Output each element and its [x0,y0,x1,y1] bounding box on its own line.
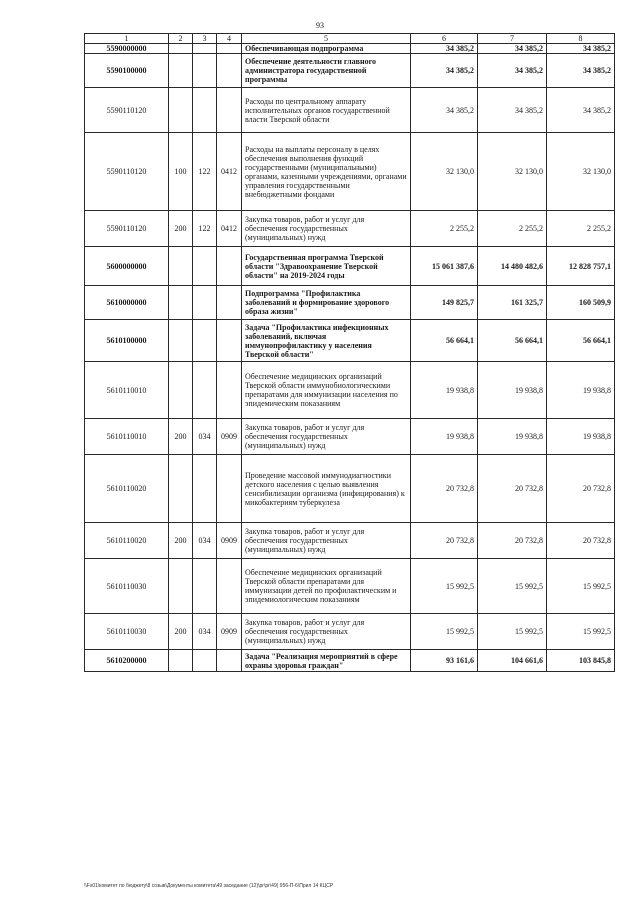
code-cell: 5590110120 [85,88,169,133]
ministry-cell: 034 [193,614,217,650]
value-cell-7: 2 255,2 [478,211,547,247]
section-cell: 200 [169,419,193,455]
value-cell-6: 34 385,2 [411,54,478,88]
section-cell [169,247,193,286]
code-cell: 5590110120 [85,211,169,247]
ministry-cell [193,88,217,133]
value-cell-6: 56 664,1 [411,320,478,362]
value-cell-6: 19 938,8 [411,419,478,455]
subsection-cell: 0909 [217,614,242,650]
value-cell-7: 15 992,5 [478,559,547,614]
code-cell: 5610000000 [85,286,169,320]
value-cell-8: 15 992,5 [547,559,615,614]
subsection-cell: 0412 [217,133,242,211]
table-row [85,54,615,88]
name-cell: Проведение массовой иммунодиагностики детского населения с целью выявления сенсибилизации организма (инфицирования) к микобактериям туберкулеза [242,455,411,523]
header-cell: 1 [85,34,169,44]
value-cell-6: 15 992,5 [411,614,478,650]
subsection-cell: 0909 [217,419,242,455]
ministry-cell [193,320,217,362]
value-cell-6: 15 061 387,6 [411,247,478,286]
value-cell-7: 161 325,7 [478,286,547,320]
subsection-cell: 0909 [217,523,242,559]
value-cell-7: 34 385,2 [478,44,547,54]
name-cell: Закупка товаров, работ и услуг для обеспечения государственных (муниципальных) нужд [242,523,411,559]
name-cell: Задача "Профилактика инфекционных заболеваний, включая иммунопрофилактику у населения Тверской области" [242,320,411,362]
table-body [85,34,615,672]
code-cell: 5610110010 [85,362,169,419]
name-cell: Закупка товаров, работ и услуг для обеспечения государственных (муниципальных) нужд [242,211,411,247]
header-cell: 6 [411,34,478,44]
value-cell-6: 2 255,2 [411,211,478,247]
ministry-cell [193,44,217,54]
value-cell-6: 20 732,8 [411,523,478,559]
section-cell [169,286,193,320]
table-row [85,286,615,320]
header-cell: 8 [547,34,615,44]
section-cell [169,320,193,362]
subsection-cell: 0412 [217,211,242,247]
section-cell [169,88,193,133]
value-cell-8: 34 385,2 [547,88,615,133]
table-row [85,523,615,559]
value-cell-6: 34 385,2 [411,44,478,54]
section-cell: 200 [169,523,193,559]
code-cell: 5600000000 [85,247,169,286]
header-cell: 3 [193,34,217,44]
table-row [85,44,615,54]
code-cell: 5610200000 [85,650,169,672]
code-cell: 5590000000 [85,44,169,54]
section-cell [169,455,193,523]
value-cell-8: 19 938,8 [547,362,615,419]
section-cell [169,44,193,54]
table-row [85,559,615,614]
value-cell-6: 32 130,0 [411,133,478,211]
budget-table [84,33,615,672]
ministry-cell [193,286,217,320]
name-cell: Закупка товаров, работ и услуг для обеспечения государственных (муниципальных) нужд [242,614,411,650]
header-cell: 7 [478,34,547,44]
name-cell: Расходы на выплаты персоналу в целях обеспечения выполнения функций государственными (муниципальными) органами, казенными учреждениями, органами управления государственными внебюджетными фондами [242,133,411,211]
ministry-cell: 034 [193,523,217,559]
code-cell: 5590110120 [85,133,169,211]
value-cell-7: 19 938,8 [478,362,547,419]
value-cell-8: 20 732,8 [547,523,615,559]
value-cell-8: 2 255,2 [547,211,615,247]
section-cell: 200 [169,614,193,650]
name-cell: Подпрограмма "Профилактика заболеваний и формирование здорового образа жизни" [242,286,411,320]
header-cell: 2 [169,34,193,44]
name-cell: Закупка товаров, работ и услуг для обеспечения государственных (муниципальных) нужд [242,419,411,455]
name-cell: Расходы по центральному аппарату исполнительных органов государственной власти Тверской области [242,88,411,133]
value-cell-7: 34 385,2 [478,54,547,88]
value-cell-8: 19 938,8 [547,419,615,455]
code-cell: 5610110010 [85,419,169,455]
value-cell-8: 12 828 757,1 [547,247,615,286]
table-row [85,650,615,672]
code-cell: 5590100000 [85,54,169,88]
subsection-cell [217,455,242,523]
name-cell: Обеспечение медицинских организаций Тверской области иммунобиологическими препаратами для иммунизации населения по эпидемическим показаниям [242,362,411,419]
name-cell: Государственная программа Тверской области "Здравоохранение Тверской области" на 2019-2024 годы [242,247,411,286]
value-cell-7: 20 732,8 [478,455,547,523]
ministry-cell [193,247,217,286]
value-cell-8: 20 732,8 [547,455,615,523]
ministry-cell: 122 [193,211,217,247]
value-cell-7: 56 664,1 [478,320,547,362]
ministry-cell [193,559,217,614]
value-cell-7: 32 130,0 [478,133,547,211]
table-row [85,614,615,650]
value-cell-8: 32 130,0 [547,133,615,211]
subsection-cell [217,247,242,286]
table-row [85,247,615,286]
value-cell-7: 15 992,5 [478,614,547,650]
code-cell: 5610110020 [85,523,169,559]
ministry-cell [193,54,217,88]
file-path-footer: \\Fs01\комитет по бюджету\8 созыв\Документы комитета\49 заседание (12)\pr\pr\49) 956-П-6\Прил 14 КЦСР [84,883,334,889]
value-cell-8: 34 385,2 [547,54,615,88]
section-cell [169,650,193,672]
value-cell-8: 103 845,8 [547,650,615,672]
page-number: 93 [316,21,324,30]
subsection-cell [217,650,242,672]
code-cell: 5610110030 [85,559,169,614]
section-cell [169,362,193,419]
value-cell-8: 56 664,1 [547,320,615,362]
value-cell-8: 34 385,2 [547,44,615,54]
value-cell-6: 20 732,8 [411,455,478,523]
code-cell: 5610100000 [85,320,169,362]
value-cell-7: 104 661,6 [478,650,547,672]
code-cell: 5610110020 [85,455,169,523]
subsection-cell [217,286,242,320]
section-cell [169,559,193,614]
subsection-cell [217,44,242,54]
ministry-cell [193,362,217,419]
section-cell [169,54,193,88]
table-row [85,362,615,419]
table-row [85,419,615,455]
value-cell-7: 14 480 482,6 [478,247,547,286]
value-cell-7: 34 385,2 [478,88,547,133]
table-row [85,211,615,247]
table-row [85,455,615,523]
section-cell: 200 [169,211,193,247]
value-cell-6: 34 385,2 [411,88,478,133]
name-cell: Обеспечение медицинских организаций Тверской области препаратами для иммунизации детей по профилактическим и эпидемиологическим показаниям [242,559,411,614]
value-cell-8: 15 992,5 [547,614,615,650]
header-row [85,34,615,44]
value-cell-6: 19 938,8 [411,362,478,419]
value-cell-7: 20 732,8 [478,523,547,559]
value-cell-7: 19 938,8 [478,419,547,455]
name-cell: Обеспечивающая подпрограмма [242,44,411,54]
subsection-cell [217,559,242,614]
value-cell-6: 93 161,6 [411,650,478,672]
ministry-cell [193,650,217,672]
value-cell-8: 160 509,9 [547,286,615,320]
table-row [85,88,615,133]
ministry-cell [193,455,217,523]
name-cell: Задача "Реализация мероприятий в сфере охраны здоровья граждан" [242,650,411,672]
ministry-cell: 034 [193,419,217,455]
header-cell: 4 [217,34,242,44]
value-cell-6: 149 825,7 [411,286,478,320]
subsection-cell [217,320,242,362]
section-cell: 100 [169,133,193,211]
code-cell: 5610110030 [85,614,169,650]
subsection-cell [217,54,242,88]
table-row [85,133,615,211]
header-cell: 5 [242,34,411,44]
subsection-cell [217,362,242,419]
ministry-cell: 122 [193,133,217,211]
subsection-cell [217,88,242,133]
value-cell-6: 15 992,5 [411,559,478,614]
name-cell: Обеспечение деятельности главного администратора государственной программы [242,54,411,88]
table-row [85,320,615,362]
